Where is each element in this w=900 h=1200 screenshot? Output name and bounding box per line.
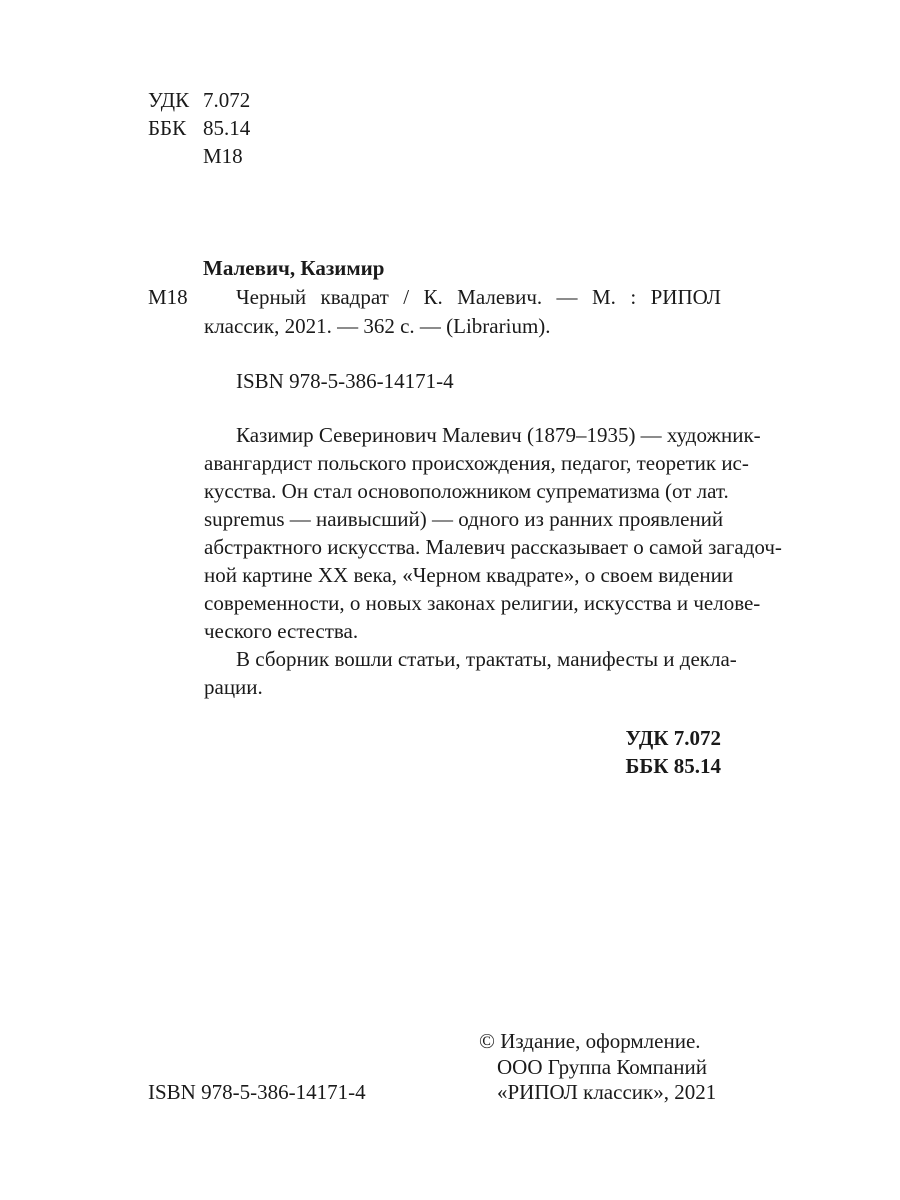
udk-value: 7.072: [203, 88, 251, 112]
annotation-line: ческого естества.: [204, 619, 359, 643]
udk-label: УДК: [148, 88, 190, 112]
annotation-line: абстрактного искусства. Малевич рассказывает о самой загадоч-: [204, 535, 782, 559]
udk-code: УДК 7.072: [625, 726, 721, 750]
entry-isbn: ISBN 978-5-386-14171-4: [236, 369, 454, 393]
bbk-label: ББК: [148, 116, 187, 140]
footer-isbn: ISBN 978-5-386-14171-4: [148, 1080, 366, 1104]
copyright-line: © Издание, оформление.: [479, 1029, 701, 1053]
annotation-line: ной картине XX века, «Черном квадрате», о своем видении: [204, 563, 734, 587]
copyright-line: «РИПОЛ классик», 2021: [497, 1080, 717, 1104]
annotation-line: рации.: [204, 675, 263, 699]
annotation-line: Казимир Северинович Малевич (1879–1935) — художник-: [236, 423, 761, 447]
annotation-line: современности, о новых законах религии, искусства и челове-: [204, 591, 761, 615]
annotation-line: supremus — наивысший) — одного из ранних проявлений: [204, 507, 724, 531]
annotation-line: В сборник вошли статьи, трактаты, манифесты и декла-: [236, 647, 737, 671]
entry-mark: М18: [148, 285, 188, 309]
author-mark: М18: [203, 144, 243, 168]
annotation-line: авангардист польского происхождения, педагог, теоретик ис-: [204, 451, 749, 475]
annotation-line: кусства. Он стал основоположником супрематизма (от лат.: [204, 479, 729, 503]
author-heading: Малевич, Казимир: [203, 256, 385, 280]
bbk-value: 85.14: [203, 116, 251, 140]
bbk-code: ББК 85.14: [625, 754, 721, 778]
citation-line: классик, 2021. — 362 с. — (Librarium).: [204, 314, 551, 338]
copyright-line: ООО Группа Компаний: [497, 1055, 707, 1079]
citation-line: Черный квадрат / К. Малевич. — М. : РИПОЛ: [236, 285, 721, 309]
